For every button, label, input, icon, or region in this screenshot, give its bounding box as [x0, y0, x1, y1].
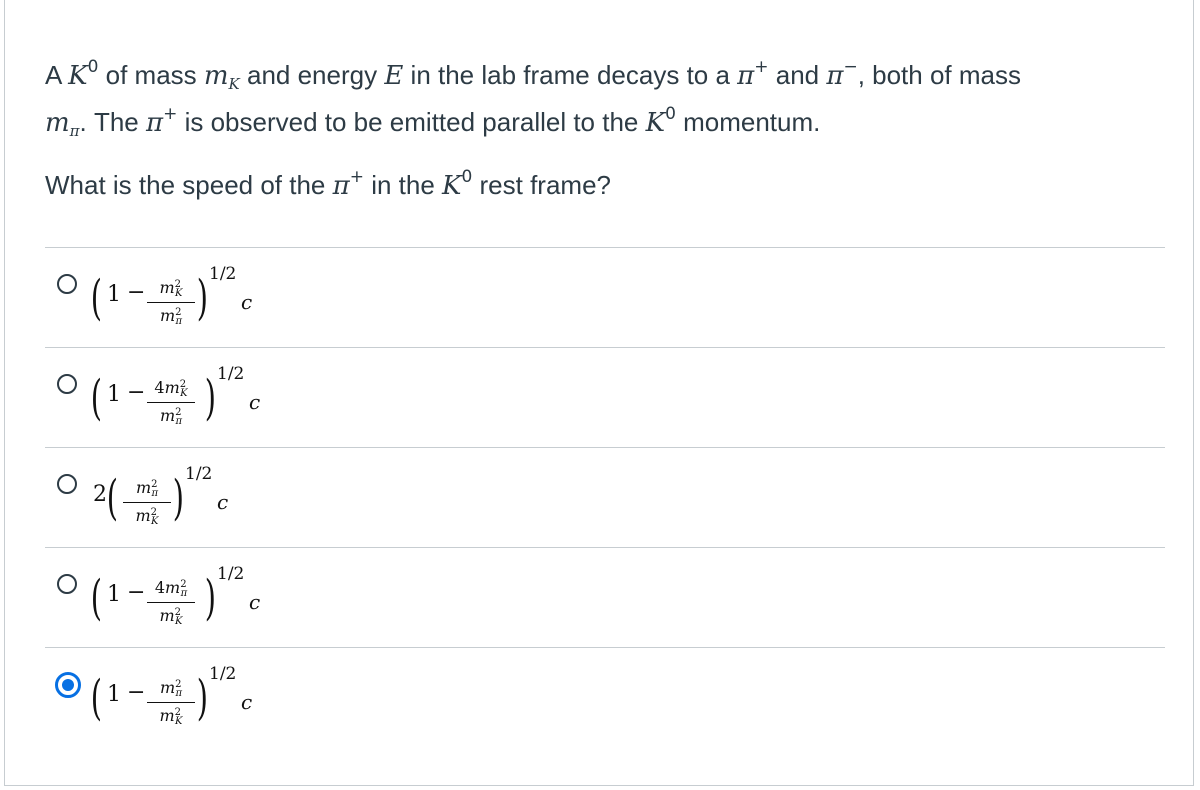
fraction-denominator: $m^2_\pi$: [159, 406, 183, 427]
answer-option[interactable]: [45, 647, 1165, 747]
fraction-numerator: $4m^2_\pi$: [154, 578, 188, 599]
fraction-bar: [147, 602, 195, 603]
fraction-denominator: $m^2_\pi$: [159, 306, 183, 327]
question-text: [45, 52, 1165, 209]
exponent: 1/2: [209, 264, 237, 284]
fraction-numerator: $4m^2_K$: [154, 378, 188, 399]
right-paren: ): [196, 670, 208, 726]
right-paren: ): [196, 270, 208, 326]
answer-option[interactable]: [45, 247, 1165, 347]
right-paren: ): [204, 570, 216, 626]
minus-sign: −: [127, 580, 146, 605]
minus-sign: −: [127, 380, 146, 405]
answer-radio[interactable]: [57, 574, 77, 594]
coefficient: 2: [93, 482, 107, 507]
answer-options: [45, 247, 1165, 747]
answer-option[interactable]: [45, 547, 1165, 647]
left-paren: (: [90, 370, 102, 426]
one: 1: [107, 582, 121, 607]
minus-sign: −: [127, 680, 146, 705]
left-paren: (: [106, 470, 118, 526]
fraction-denominator: $m^2_K$: [159, 606, 183, 627]
question-prompt: What is the speed of the π+ in the $K^0$ rest frame?: [45, 167, 612, 201]
exponent: 1/2: [185, 464, 213, 484]
left-paren: (: [90, 670, 102, 726]
one: 1: [107, 382, 121, 407]
right-paren: ): [204, 370, 216, 426]
answer-radio[interactable]: [57, 274, 77, 294]
answer-radio[interactable]: [55, 672, 81, 698]
question-card: [4, 0, 1194, 786]
fraction-numerator: $m^2_K$: [159, 278, 183, 299]
speed-of-light: c: [241, 690, 253, 714]
one: 1: [107, 282, 121, 307]
answer-option[interactable]: [45, 447, 1165, 547]
fraction-bar: [147, 702, 195, 703]
question-statement: A $K^0$ of mass $m_K$ and energy E in the lab frame decays to a π+ and π−, both of mass $m_\pi$. The π+ is observed to be emitted parallel to the $K^0$ momentum.: [45, 57, 1021, 140]
fraction-denominator: $m^2_K$: [159, 706, 183, 727]
answer-option[interactable]: [45, 347, 1165, 447]
right-paren: ): [172, 470, 184, 526]
minus-sign: −: [127, 280, 146, 305]
fraction-bar: [147, 402, 195, 403]
speed-of-light: c: [249, 590, 261, 614]
exponent: 1/2: [217, 364, 245, 384]
speed-of-light: c: [249, 390, 261, 414]
one: 1: [107, 682, 121, 707]
answer-radio[interactable]: [57, 474, 77, 494]
fraction-numerator: $m^2_\pi$: [159, 678, 183, 699]
speed-of-light: c: [241, 290, 253, 314]
speed-of-light: c: [217, 490, 229, 514]
exponent: 1/2: [217, 564, 245, 584]
left-paren: (: [90, 570, 102, 626]
exponent: 1/2: [209, 664, 237, 684]
fraction-numerator: $m^2_\pi$: [135, 478, 159, 499]
fraction-bar: [123, 502, 171, 503]
fraction-denominator: $m^2_K$: [135, 506, 159, 527]
left-paren: (: [90, 270, 102, 326]
answer-radio[interactable]: [57, 374, 77, 394]
fraction-bar: [147, 302, 195, 303]
